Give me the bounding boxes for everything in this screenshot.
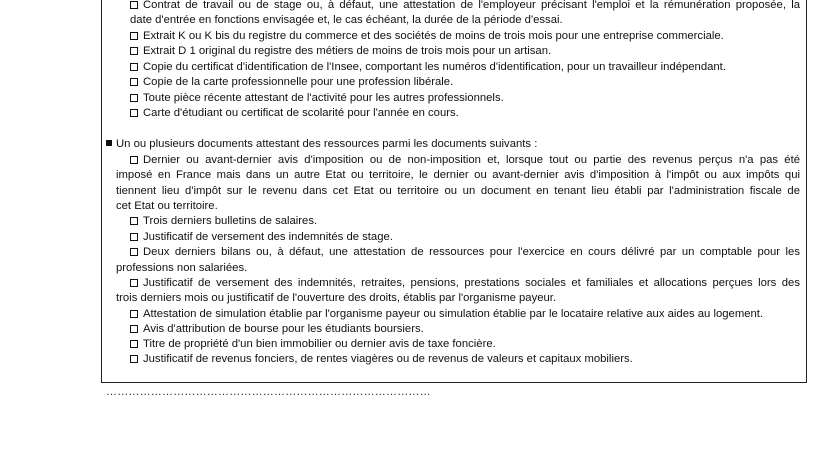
s1-item-4: Copie du certificat d'identification de l'Insee, comportant les numéros d'identification, pour un travailleur indépendant.: [130, 60, 726, 75]
checkbox[interactable]: [130, 78, 138, 86]
checkbox[interactable]: [130, 248, 138, 256]
checkbox[interactable]: [130, 355, 138, 363]
s1-item-5: Copie de la carte professionnelle pour une profession libérale.: [130, 75, 453, 90]
checkbox[interactable]: [130, 310, 138, 318]
s2-item-7: Avis d'attribution de bourse pour les étudiants boursiers.: [130, 322, 424, 337]
s2-item-6: Attestation de simulation établie par l'organisme payeur ou simulation établie par le locataire relative aux aides au logement.: [130, 307, 763, 322]
checkbox[interactable]: [130, 325, 138, 333]
s1-item-3: Extrait D 1 original du registre des métiers de moins de trois mois pour un artisan.: [130, 44, 551, 59]
s2-item-1-line-4: cet Etat ou territoire.: [116, 200, 218, 212]
s2-item-2: Trois derniers bulletins de salaires.: [130, 214, 317, 229]
s2-item-1-line-2: imposé en France mais dans un autre Etat ou territoire, le dernier ou avant-dernier avis d'imposition à l'impôt ou aux impôts qui: [116, 169, 800, 181]
checkbox[interactable]: [130, 47, 138, 55]
s2-item-4-line-2: professions non salariées.: [116, 262, 248, 274]
checkbox[interactable]: [130, 233, 138, 241]
s1-item-1-line-1: Contrat de travail ou de stage ou, à défaut, une attestation de l'employeur précisant l'emploi et la rémunération proposée, la: [130, 0, 800, 13]
checkbox[interactable]: [130, 340, 138, 348]
checkbox[interactable]: [130, 63, 138, 71]
checkbox[interactable]: [130, 94, 138, 102]
s2-heading: Un ou plusieurs documents attestant des ressources parmi les documents suivants :: [106, 137, 537, 152]
s2-item-4-line-1: Deux derniers bilans ou, à défaut, une attestation de ressources pour l'exercice en cours délivré par un comptable pour les: [130, 245, 800, 260]
s2-item-1-line-3: tiennent lieu d'impôt sur le revenu dans cet Etat ou territoire ou un document en tenant lieu établi par l'administration fiscale de: [116, 185, 800, 197]
checkbox[interactable]: [130, 32, 138, 40]
dotted-line: ……………………………………………………………………………: [106, 386, 431, 398]
s1-item-6: Toute pièce récente attestant de l'activité pour les autres professionnels.: [130, 91, 504, 106]
s2-item-3: Justificatif de versement des indemnités de stage.: [130, 230, 393, 245]
s2-item-9: Justificatif de revenus fonciers, de rentes viagères ou de revenus de valeurs et capitaux mobiliers.: [130, 352, 633, 367]
s2-item-1-line-1: Dernier ou avant-dernier avis d'imposition ou de non-imposition et, lorsque tout ou partie des revenus perçus n'a pas été: [130, 153, 800, 168]
s2-item-5-line-2: trois derniers mois ou justificatif de l'ouverture des droits, établis par l'organisme payeur.: [116, 292, 557, 304]
checkbox[interactable]: [130, 1, 138, 9]
checkbox[interactable]: [130, 156, 138, 164]
s1-item-7: Carte d'étudiant ou certificat de scolarité pour l'année en cours.: [130, 106, 459, 121]
checkbox[interactable]: [130, 109, 138, 117]
checkbox[interactable]: [130, 279, 138, 287]
s2-item-5-line-1: Justificatif de versement des indemnités, retraites, pensions, prestations sociales et familiales et allocations perçues lors des: [130, 276, 800, 291]
s1-item-2: Extrait K ou K bis du registre du commerce et des sociétés de moins de trois mois pour une entreprise commerciale.: [130, 29, 724, 44]
checkbox[interactable]: [130, 217, 138, 225]
square-bullet-icon: [106, 140, 112, 146]
s2-item-8: Titre de propriété d'un bien immobilier ou dernier avis de taxe foncière.: [130, 337, 496, 352]
s1-item-1-line-2: date d'entrée en fonctions envisagée et, le cas échéant, la durée de la période d'essai.: [130, 14, 563, 26]
